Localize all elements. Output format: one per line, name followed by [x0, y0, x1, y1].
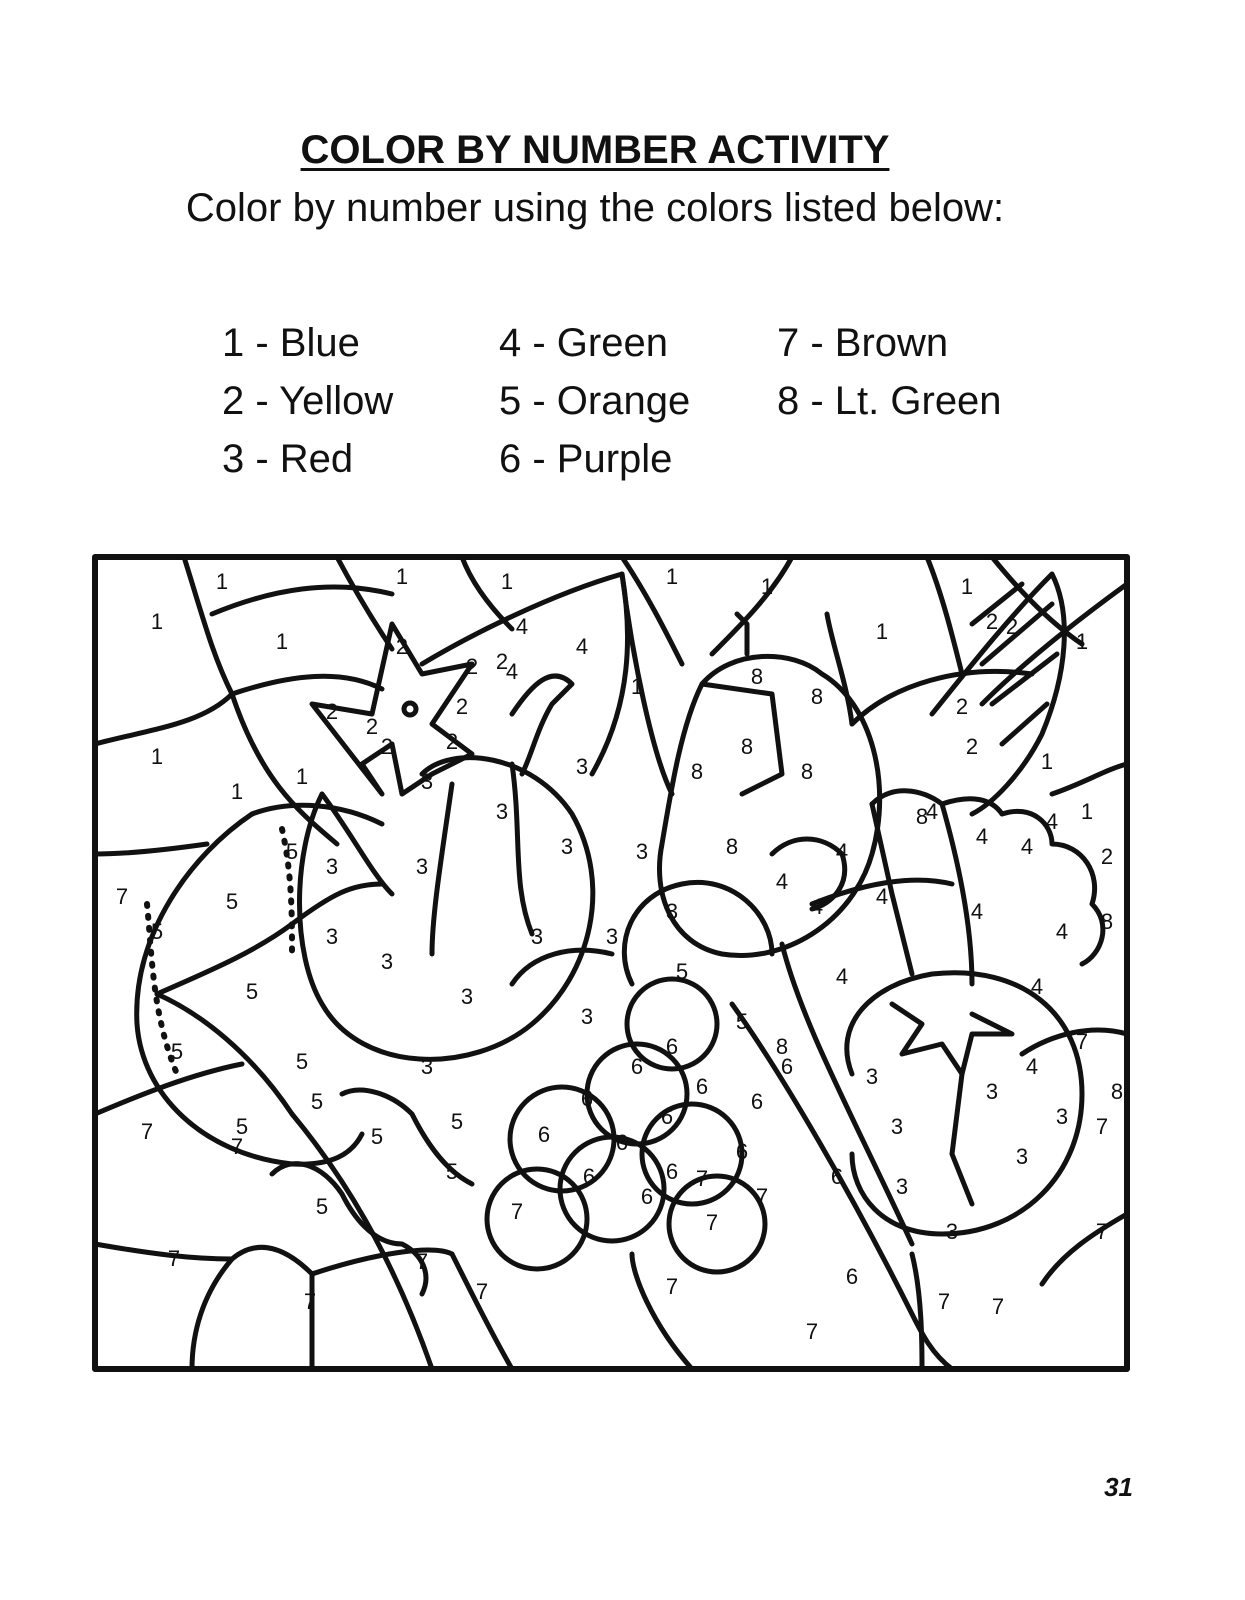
region-number: 3	[495, 799, 509, 824]
region-number: 2	[495, 649, 509, 674]
tomato-band	[952, 1074, 972, 1204]
color-key-item: 4 - Green	[499, 321, 668, 365]
region-number: 1	[1080, 799, 1094, 824]
region-number: 4	[1045, 809, 1059, 834]
tomato-outline	[847, 973, 1082, 1234]
region-number: 5	[225, 889, 239, 914]
corn-rows	[972, 584, 1057, 744]
region-number: 8	[725, 834, 739, 859]
region-number: 6	[630, 1054, 644, 1079]
region-number: 5	[170, 1039, 184, 1064]
region-number: 7	[140, 1119, 154, 1144]
region-number: 7	[475, 1279, 489, 1304]
region-number: 2	[465, 654, 479, 679]
region-number: 6	[750, 1089, 764, 1114]
region-number: 3	[325, 924, 339, 949]
region-number: 5	[735, 1009, 749, 1034]
table-line	[95, 1064, 242, 1114]
sky-line	[827, 614, 852, 724]
region-number: 7	[303, 1289, 317, 1314]
region-number: 1	[630, 674, 644, 699]
region-number: 1	[150, 609, 164, 634]
region-number: 5	[235, 1114, 249, 1139]
region-number: 1	[215, 569, 229, 594]
region-number: 6	[580, 1086, 594, 1111]
region-number: 3	[580, 1004, 594, 1029]
sky-line	[95, 694, 232, 744]
region-number: 3	[865, 1064, 879, 1089]
orange-outline	[624, 882, 772, 984]
orange-outline	[512, 950, 612, 984]
region-number: 3	[605, 924, 619, 949]
region-number: 4	[835, 839, 849, 864]
region-number: 3	[1055, 1104, 1069, 1129]
region-number: 6	[695, 1074, 709, 1099]
sky-line	[712, 557, 792, 654]
region-number: 6	[830, 1164, 844, 1189]
region-number: 8	[750, 664, 764, 689]
region-number: 1	[395, 564, 409, 589]
region-number: 1	[1075, 629, 1089, 654]
region-number: 3	[895, 1174, 909, 1199]
region-number: 7	[230, 1134, 244, 1159]
region-number: 2	[380, 734, 394, 759]
region-number: 8	[690, 759, 704, 784]
region-number: 5	[445, 1159, 459, 1184]
color-key-column-2	[499, 314, 690, 488]
region-number: 6	[845, 1264, 859, 1289]
region-number: 5	[150, 919, 164, 944]
color-key-item: 3 - Red	[222, 437, 354, 481]
color-key-column-1	[222, 314, 393, 488]
region-number: 5	[370, 1124, 384, 1149]
region-number: 3	[575, 754, 589, 779]
pear-side	[622, 574, 672, 794]
region-number: 7	[755, 1184, 769, 1209]
region-number: 6	[615, 1130, 629, 1155]
color-key-item: 7 - Brown	[777, 321, 949, 365]
region-number: 1	[960, 574, 974, 599]
apple-band	[322, 794, 392, 894]
region-number: 6	[537, 1122, 551, 1147]
region-number: 3	[1015, 1144, 1029, 1169]
region-number: 4	[1030, 974, 1044, 999]
region-number: 7	[510, 1199, 524, 1224]
region-number: 8	[915, 804, 929, 829]
color-key-item: 2 - Yellow	[222, 379, 394, 423]
region-number: 4	[1025, 1054, 1039, 1079]
region-number: 4	[875, 884, 889, 909]
region-number: 4	[515, 614, 529, 639]
region-number: 3	[380, 949, 394, 974]
page-title: COLOR BY NUMBER ACTIVITY	[300, 128, 890, 172]
table-line	[1042, 1214, 1127, 1284]
region-number: 7	[805, 1319, 819, 1344]
region-number: 3	[985, 1079, 999, 1104]
region-number: 8	[800, 759, 814, 784]
region-number: 4	[970, 899, 984, 924]
table-line	[95, 844, 207, 854]
region-number: 3	[420, 1054, 434, 1079]
region-number: 5	[310, 1089, 324, 1114]
leaf-outline	[272, 1164, 429, 1294]
apple-band	[432, 784, 452, 954]
gourd-band	[157, 884, 382, 994]
sky-line	[232, 676, 382, 694]
region-number: 4	[810, 894, 824, 919]
region-number: 2	[1005, 614, 1019, 639]
region-number: 2	[965, 734, 979, 759]
region-number: 6	[582, 1164, 596, 1189]
color-key-column-3	[777, 314, 1002, 430]
region-number: 7	[1095, 1219, 1109, 1244]
region-number: 4	[1020, 834, 1034, 859]
region-number: 7	[937, 1289, 951, 1314]
region-number: 3	[420, 769, 434, 794]
table-line	[95, 1244, 232, 1259]
region-number: 4	[775, 869, 789, 894]
region-number: 6	[665, 1159, 679, 1184]
table-line	[452, 1254, 512, 1369]
region-number: 5	[245, 979, 259, 1004]
region-number: 6	[640, 1184, 654, 1209]
pear-stem	[737, 614, 747, 654]
region-number: 7	[1075, 1029, 1089, 1054]
region-number: 8	[775, 1034, 789, 1059]
region-number: 7	[115, 884, 129, 909]
table-line	[192, 1259, 232, 1369]
region-number: 3	[665, 899, 679, 924]
region-number: 1	[500, 569, 514, 594]
crown-knot	[404, 703, 416, 715]
sky-line	[184, 557, 337, 844]
region-number: 1	[295, 764, 309, 789]
region-number: 7	[1095, 1114, 1109, 1139]
region-number: 1	[1040, 749, 1054, 774]
instructions: Color by number using the colors listed below:	[185, 186, 1005, 230]
region-number: 6	[660, 1104, 674, 1129]
region-number: 8	[1110, 1079, 1124, 1104]
region-number: 1	[665, 564, 679, 589]
region-number: 5	[450, 1109, 464, 1134]
region-number: 4	[505, 659, 519, 684]
region-number: 2	[395, 634, 409, 659]
region-number: 1	[150, 744, 164, 769]
region-number: 7	[991, 1294, 1005, 1319]
region-number: 4	[1055, 919, 1069, 944]
region-number: 5	[285, 839, 299, 864]
region-number: 6	[780, 1054, 794, 1079]
region-number: 2	[445, 729, 459, 754]
region-number: 6	[735, 1139, 749, 1164]
region-number: 5	[295, 1049, 309, 1074]
region-number: 3	[945, 1219, 959, 1244]
region-number: 2	[365, 714, 379, 739]
fruit-basket-line-art[interactable]	[92, 554, 1130, 1372]
region-number: 2	[455, 694, 469, 719]
sky-line	[337, 557, 392, 649]
region-number: 8	[1100, 909, 1114, 934]
stem-outline	[512, 676, 572, 774]
tomato-calyx	[892, 1004, 1012, 1074]
table-line	[232, 1247, 312, 1369]
region-number: 5	[315, 1194, 329, 1219]
region-number: 5	[675, 959, 689, 984]
region-number: 3	[325, 854, 339, 879]
region-number: 2	[985, 609, 999, 634]
region-number: 3	[890, 1114, 904, 1139]
page-number: 31	[1104, 1472, 1133, 1502]
region-number: 7	[665, 1274, 679, 1299]
apple-band	[512, 764, 532, 934]
region-number: 4	[835, 964, 849, 989]
broccoli-outline	[872, 791, 1103, 964]
region-number: 7	[695, 1166, 709, 1191]
color-key-item: 8 - Lt. Green	[777, 379, 1002, 423]
region-number: 8	[810, 684, 824, 709]
region-number: 1	[230, 779, 244, 804]
color-key-item: 1 - Blue	[222, 321, 360, 365]
region-number: 2	[1100, 844, 1114, 869]
broccoli-stalk	[942, 804, 972, 984]
region-number: 4	[575, 634, 589, 659]
color-key-item: 6 - Purple	[499, 437, 673, 481]
region-number: 3	[415, 854, 429, 879]
color-key	[222, 314, 1042, 494]
region-number: 2	[325, 699, 339, 724]
region-number: 8	[740, 734, 754, 759]
region-number: 3	[635, 839, 649, 864]
region-number: 1	[760, 574, 774, 599]
carrot-outline	[782, 944, 912, 1244]
region-number: 7	[705, 1210, 719, 1235]
region-number: 7	[415, 1249, 429, 1274]
region-number: 7	[167, 1246, 181, 1271]
apple-outline	[300, 758, 593, 1060]
region-number: 1	[875, 619, 889, 644]
sky-line	[1052, 764, 1127, 794]
coloring-picture[interactable]	[92, 554, 1130, 1372]
grape	[642, 1104, 742, 1204]
table-line	[632, 1254, 692, 1369]
region-number: 3	[530, 924, 544, 949]
region-number: 6	[665, 1034, 679, 1059]
region-number: 3	[560, 834, 574, 859]
region-number: 4	[975, 824, 989, 849]
region-number: 3	[460, 984, 474, 1009]
color-key-item: 5 - Orange	[499, 379, 691, 423]
region-number: 2	[955, 694, 969, 719]
sky-line	[927, 557, 962, 674]
region-number: 1	[275, 629, 289, 654]
region-number: 4	[925, 799, 939, 824]
